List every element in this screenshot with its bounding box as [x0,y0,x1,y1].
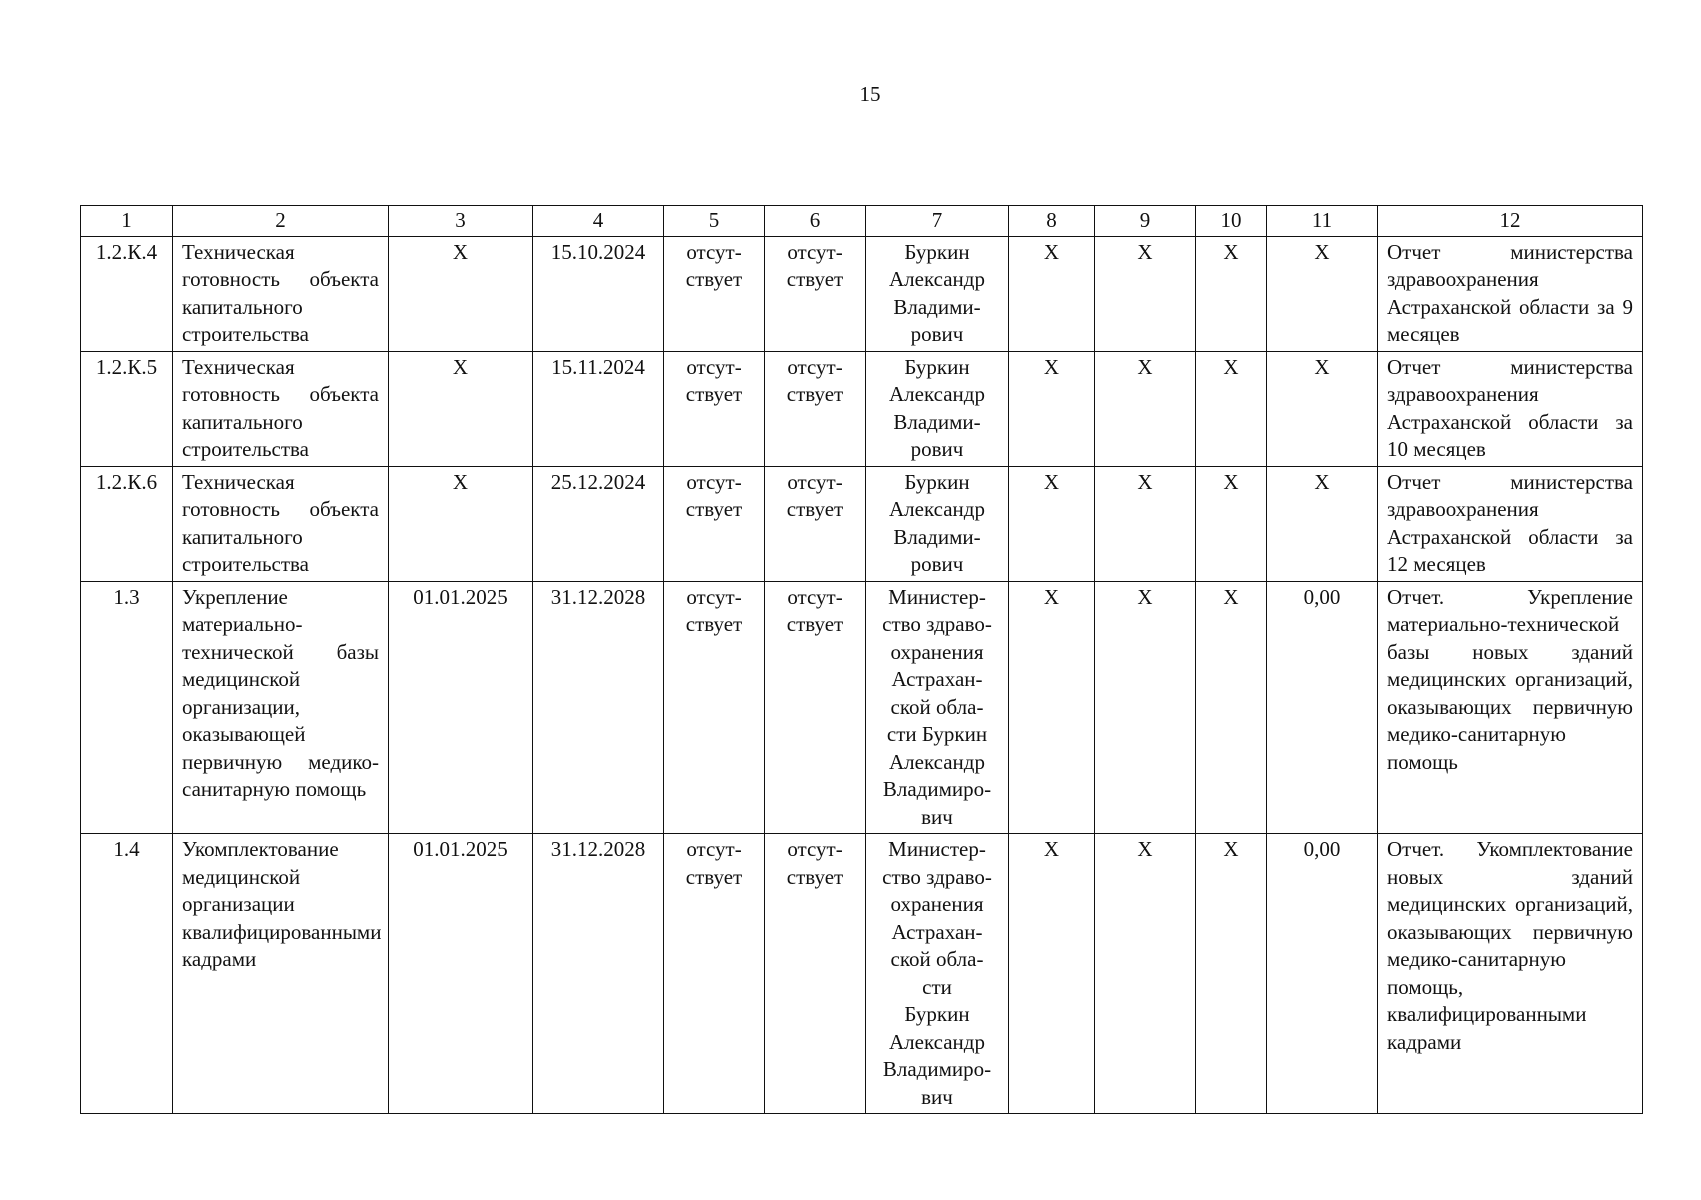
table-header-row [81,206,1643,237]
row-col10: X [1196,236,1267,351]
row-name: Техническая готовность объекта капитального строительства [173,351,389,466]
row-start: 01.01.2025 [389,581,533,834]
row-col11: X [1267,351,1378,466]
row-result: Отчет. Укомплектование новых зданий медицинских организаций, оказывающих первичную медико-санитарную помощь, квалифицированными кадрами [1378,834,1643,1114]
table-row [81,466,1643,581]
column-header-3: 3 [389,206,533,237]
table-row [81,236,1643,351]
row-col10: X [1196,581,1267,834]
row-name: Укомплектование медицинской организации квалифицированными кадрами [173,834,389,1114]
column-header-6: 6 [765,206,866,237]
row-col11: 0,00 [1267,581,1378,834]
row-col9: X [1095,466,1196,581]
column-header-10: 10 [1196,206,1267,237]
column-header-1: 1 [81,206,173,237]
row-start: 01.01.2025 [389,834,533,1114]
row-col6: отсут- ствует [765,236,866,351]
row-responsible: Буркин Александр Владими- рович [866,466,1009,581]
row-col5: отсут- ствует [664,581,765,834]
row-responsible: Буркин Александр Владими- рович [866,351,1009,466]
row-col5: отсут- ствует [664,466,765,581]
row-col5: отсут- ствует [664,834,765,1114]
row-end: 31.12.2028 [533,834,664,1114]
row-responsible: Министер- ство здраво- охранения Астрахан- ской обла- сти Буркин Александр Владимиро- вич [866,834,1009,1114]
row-result: Отчет министерства здравоохранения Астраханской области за 9 месяцев [1378,236,1643,351]
row-result: Отчет министерства здравоохранения Астраханской области за 12 месяцев [1378,466,1643,581]
row-col5: отсут- ствует [664,351,765,466]
column-header-9: 9 [1095,206,1196,237]
page-number: 15 [859,82,881,106]
row-name: Укрепление материально-технической базы медицинской организации, оказывающей первичную медико-санитарную помощь [173,581,389,834]
table-row [81,834,1643,1114]
row-result: Отчет. Укрепление материально-технической базы новых зданий медицинских организаций, оказывающих первичную медико-санитарную помощь [1378,581,1643,834]
row-number: 1.4 [81,834,173,1114]
table-row [81,581,1643,834]
row-number: 1.3 [81,581,173,834]
column-header-12: 12 [1378,206,1643,237]
row-col9: X [1095,581,1196,834]
row-col6: отсут- ствует [765,466,866,581]
row-name: Техническая готовность объекта капитального строительства [173,236,389,351]
table-row [81,351,1643,466]
row-col8: X [1009,581,1095,834]
column-header-7: 7 [866,206,1009,237]
row-result: Отчет министерства здравоохранения Астраханской области за 10 месяцев [1378,351,1643,466]
row-col11: X [1267,236,1378,351]
row-col11: X [1267,466,1378,581]
row-start: X [389,351,533,466]
row-start: X [389,236,533,351]
row-start: X [389,466,533,581]
row-col8: X [1009,834,1095,1114]
row-col6: отсут- ствует [765,834,866,1114]
row-number: 1.2.К.4 [81,236,173,351]
row-number: 1.2.К.6 [81,466,173,581]
row-col6: отсут- ствует [765,351,866,466]
row-col9: X [1095,351,1196,466]
row-responsible: Буркин Александр Владими- рович [866,236,1009,351]
row-end: 15.11.2024 [533,351,664,466]
column-header-4: 4 [533,206,664,237]
row-col11: 0,00 [1267,834,1378,1114]
row-name: Техническая готовность объекта капитального строительства [173,466,389,581]
row-col5: отсут- ствует [664,236,765,351]
row-col8: X [1009,236,1095,351]
row-end: 25.12.2024 [533,466,664,581]
row-col6: отсут- ствует [765,581,866,834]
row-number: 1.2.К.5 [81,351,173,466]
row-col10: X [1196,466,1267,581]
column-header-2: 2 [173,206,389,237]
column-header-5: 5 [664,206,765,237]
row-responsible: Министер- ство здраво- охранения Астрахан- ской обла- сти Буркин Александр Владимиро- вич [866,581,1009,834]
row-col9: X [1095,834,1196,1114]
activities-table [80,205,1643,1114]
row-end: 31.12.2028 [533,581,664,834]
row-col10: X [1196,351,1267,466]
column-header-8: 8 [1009,206,1095,237]
row-end: 15.10.2024 [533,236,664,351]
row-col9: X [1095,236,1196,351]
row-col8: X [1009,466,1095,581]
row-col10: X [1196,834,1267,1114]
column-header-11: 11 [1267,206,1378,237]
row-col8: X [1009,351,1095,466]
